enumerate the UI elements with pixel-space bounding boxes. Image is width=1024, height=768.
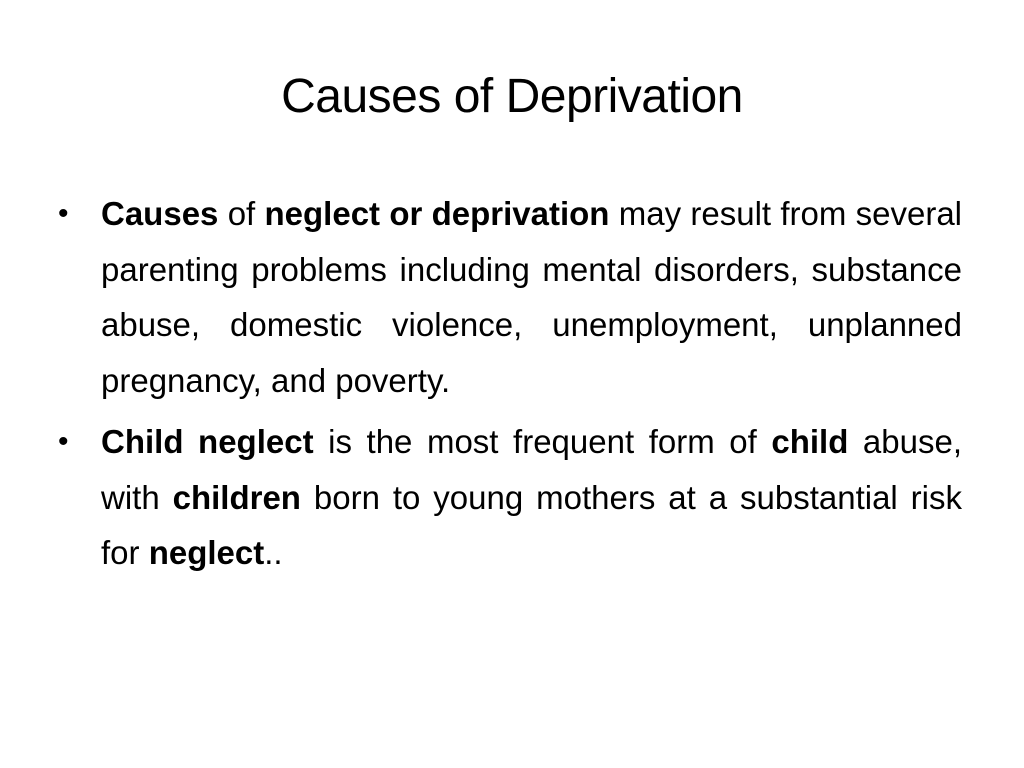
bullet-icon: • bbox=[58, 425, 69, 458]
bullet-list bbox=[58, 186, 962, 587]
text-run: is the most frequent form of bbox=[313, 423, 772, 460]
slide-title: Causes of Deprivation bbox=[281, 70, 743, 123]
text-run: abuse, with bbox=[101, 423, 963, 516]
text-run: .. bbox=[264, 534, 283, 571]
bold-term: neglect or deprivation bbox=[264, 195, 610, 232]
text-run: may result from several parenting problems including mental disorders, substance abuse, domestic violence, unemployment, unplanned pregnancy, and poverty. bbox=[101, 195, 963, 399]
bold-term: neglect bbox=[148, 534, 265, 571]
bullet-icon: • bbox=[58, 197, 69, 230]
text-run: of bbox=[218, 195, 265, 232]
bullet-text bbox=[101, 423, 962, 571]
bullet-item-causes bbox=[58, 186, 962, 408]
bold-term: Causes bbox=[101, 195, 219, 232]
bold-term: child bbox=[771, 423, 849, 460]
bold-term: Child neglect bbox=[101, 423, 314, 460]
bullet-text bbox=[101, 195, 962, 399]
bullet-item-child-neglect bbox=[58, 414, 962, 581]
text-run: born to young mothers at a substantial risk for bbox=[101, 478, 962, 571]
bold-term: children bbox=[172, 478, 301, 516]
